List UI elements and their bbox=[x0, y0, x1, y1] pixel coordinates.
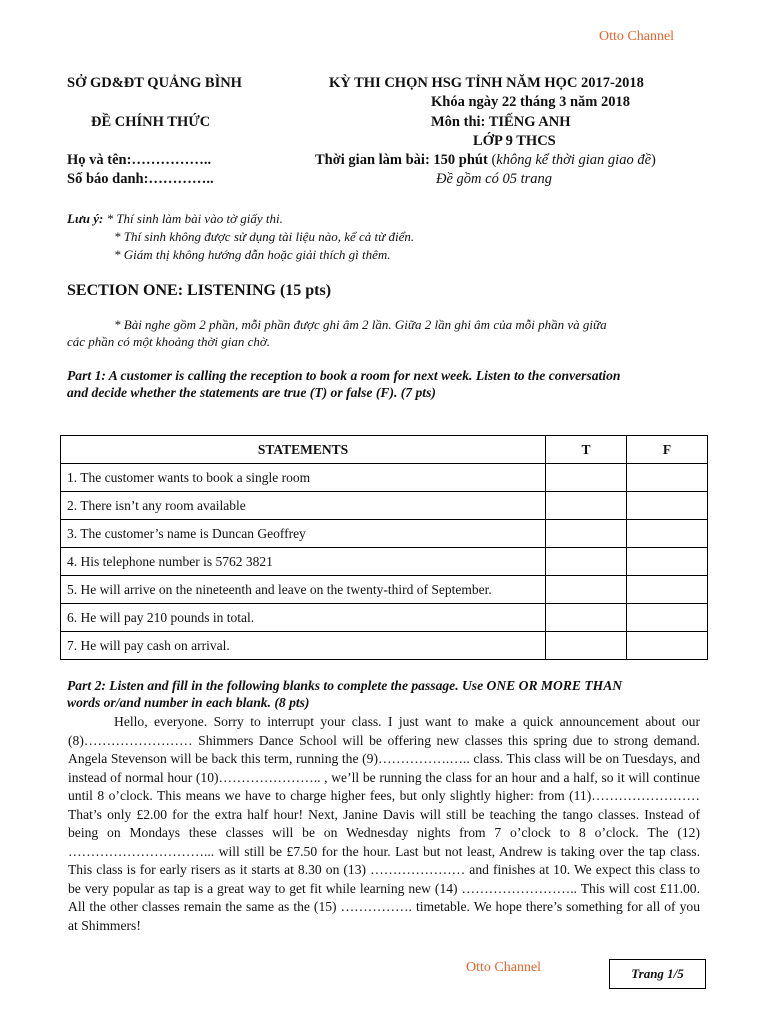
exam-time-open: ( bbox=[487, 152, 497, 168]
false-answer-cell[interactable] bbox=[627, 464, 708, 492]
candidate-id-field: Số báo danh:………….. bbox=[67, 171, 214, 187]
false-answer-cell[interactable] bbox=[627, 548, 708, 576]
statement-cell: 6. He will pay 210 pounds in total. bbox=[61, 604, 546, 632]
exam-time bbox=[315, 151, 656, 169]
page-number: Trang 1/5 bbox=[609, 959, 706, 989]
true-answer-cell[interactable] bbox=[546, 548, 627, 576]
table-row bbox=[61, 632, 708, 660]
exam-time-note: không kể thời gian giao đề bbox=[496, 152, 652, 168]
exam-date: Khóa ngày 22 tháng 3 năm 2018 bbox=[431, 94, 631, 110]
exam-title: KỲ THI CHỌN HSG TỈNH NĂM HỌC 2017-2018 bbox=[329, 75, 644, 91]
exam-time-close: ) bbox=[651, 152, 656, 168]
header-false: F bbox=[627, 436, 708, 464]
table-row bbox=[61, 492, 708, 520]
table-row bbox=[61, 604, 708, 632]
listening-passage bbox=[68, 713, 700, 935]
grade: LỚP 9 THCS bbox=[473, 133, 556, 149]
false-answer-cell[interactable] bbox=[627, 520, 708, 548]
department-name: SỞ GD&ĐT QUẢNG BÌNH bbox=[67, 75, 242, 91]
part1-instruction-line-1: Part 1: A customer is calling the reception to book a room for next week. Listen to the conversation bbox=[67, 368, 621, 383]
watermark-top: Otto Channel bbox=[599, 29, 675, 44]
table-header-row bbox=[61, 436, 708, 464]
true-answer-cell[interactable] bbox=[546, 576, 627, 604]
header-statements: STATEMENTS bbox=[61, 436, 546, 464]
true-answer-cell[interactable] bbox=[546, 520, 627, 548]
false-answer-cell[interactable] bbox=[627, 632, 708, 660]
section-intro-line-1: * Bài nghe gồm 2 phần, mỗi phần được ghi âm 2 lần. Giữa 2 lần ghi âm của mỗi phần và giữa bbox=[114, 317, 607, 332]
true-answer-cell[interactable] bbox=[546, 632, 627, 660]
true-answer-cell[interactable] bbox=[546, 604, 627, 632]
false-answer-cell[interactable] bbox=[627, 576, 708, 604]
exam-time-label: Thời gian làm bài: 150 phút bbox=[315, 152, 488, 168]
true-answer-cell[interactable] bbox=[546, 464, 627, 492]
subject: Môn thi: TIẾNG ANH bbox=[431, 114, 571, 130]
header-true: T bbox=[546, 436, 627, 464]
table-row bbox=[61, 464, 708, 492]
statement-cell: 2. There isn’t any room available bbox=[61, 492, 546, 520]
section-title: SECTION ONE: LISTENING (15 pts) bbox=[67, 282, 332, 299]
notes-label: Lưu ý: bbox=[67, 211, 104, 226]
notes-line-1 bbox=[67, 210, 283, 228]
candidate-name-field: Họ và tên:…………….. bbox=[67, 152, 212, 168]
statement-cell: 7. He will pay cash on arrival. bbox=[61, 632, 546, 660]
official-label: ĐỀ CHÍNH THỨC bbox=[91, 114, 211, 130]
statement-cell: 4. His telephone number is 5762 3821 bbox=[61, 548, 546, 576]
page-count: Đề gồm có 05 trang bbox=[436, 171, 552, 187]
note-item-2: * Thí sinh không được sử dụng tài liệu nào, kể cả từ điển. bbox=[114, 229, 415, 244]
table-row bbox=[61, 520, 708, 548]
statement-cell: 1. The customer wants to book a single room bbox=[61, 464, 546, 492]
watermark-bottom: Otto Channel bbox=[466, 960, 542, 975]
section-intro-line-2: các phần có một khoảng thời gian chờ. bbox=[67, 334, 271, 349]
false-answer-cell[interactable] bbox=[627, 604, 708, 632]
part2-instruction-line-2: words or/and number in each blank. (8 pts) bbox=[67, 695, 310, 710]
part1-instruction-line-2: and decide whether the statements are true (T) or false (F). (7 pts) bbox=[67, 385, 436, 400]
table-row bbox=[61, 576, 708, 604]
statement-cell: 3. The customer’s name is Duncan Geoffrey bbox=[61, 520, 546, 548]
note-item-3: * Giám thị không hướng dẫn hoặc giải thích gì thêm. bbox=[114, 247, 391, 262]
table-row bbox=[61, 548, 708, 576]
part2-instruction-line-1: Part 2: Listen and fill in the following blanks to complete the passage. Use ONE OR MORE THAN bbox=[67, 678, 623, 693]
statement-cell: 5. He will arrive on the nineteenth and leave on the twenty-third of September. bbox=[61, 576, 546, 604]
true-answer-cell[interactable] bbox=[546, 492, 627, 520]
passage-text: Hello, everyone. Sorry to interrupt your class. I just want to make a quick announcement about our (8)…………………… Shimmers Dance School will be offering new classes this spring due to strong demand. Angela Stevenson will be back this term, running the (9)…………….….. class. This class will be on Tuesdays, and instead of normal hour (10)………………….. , we’ll be running the class for an hour and a half, so it will continue until 8 o’clock. This means we have to charge higher fees, but only slightly higher: from (11)…………………… That’s only £2.00 for the extra half hour! Next, Janine Davis will still be teaching the tango classes. Instead of being on Mondays these classes will be on Wednesday nights from 7 o’clock to 8 o’clock. The (12) …………………………... will still be £7.50 for the hour. Last but not least, Andrew is taking over the tap class. This class is for early risers as it starts at 8.30 on (13) ………………… and finishes at 10. We expect this class to be very popular as tap is a great way to get fit while learning new (14) …………………….. This will cost £11.00. All the other classes remain the same as the (15) ……………. timetable. We hope there’s something for all of you at Shimmers! bbox=[68, 714, 700, 933]
statements-table bbox=[60, 435, 708, 660]
note-item-1: * Thí sinh làm bài vào tờ giấy thi. bbox=[103, 211, 283, 226]
false-answer-cell[interactable] bbox=[627, 492, 708, 520]
